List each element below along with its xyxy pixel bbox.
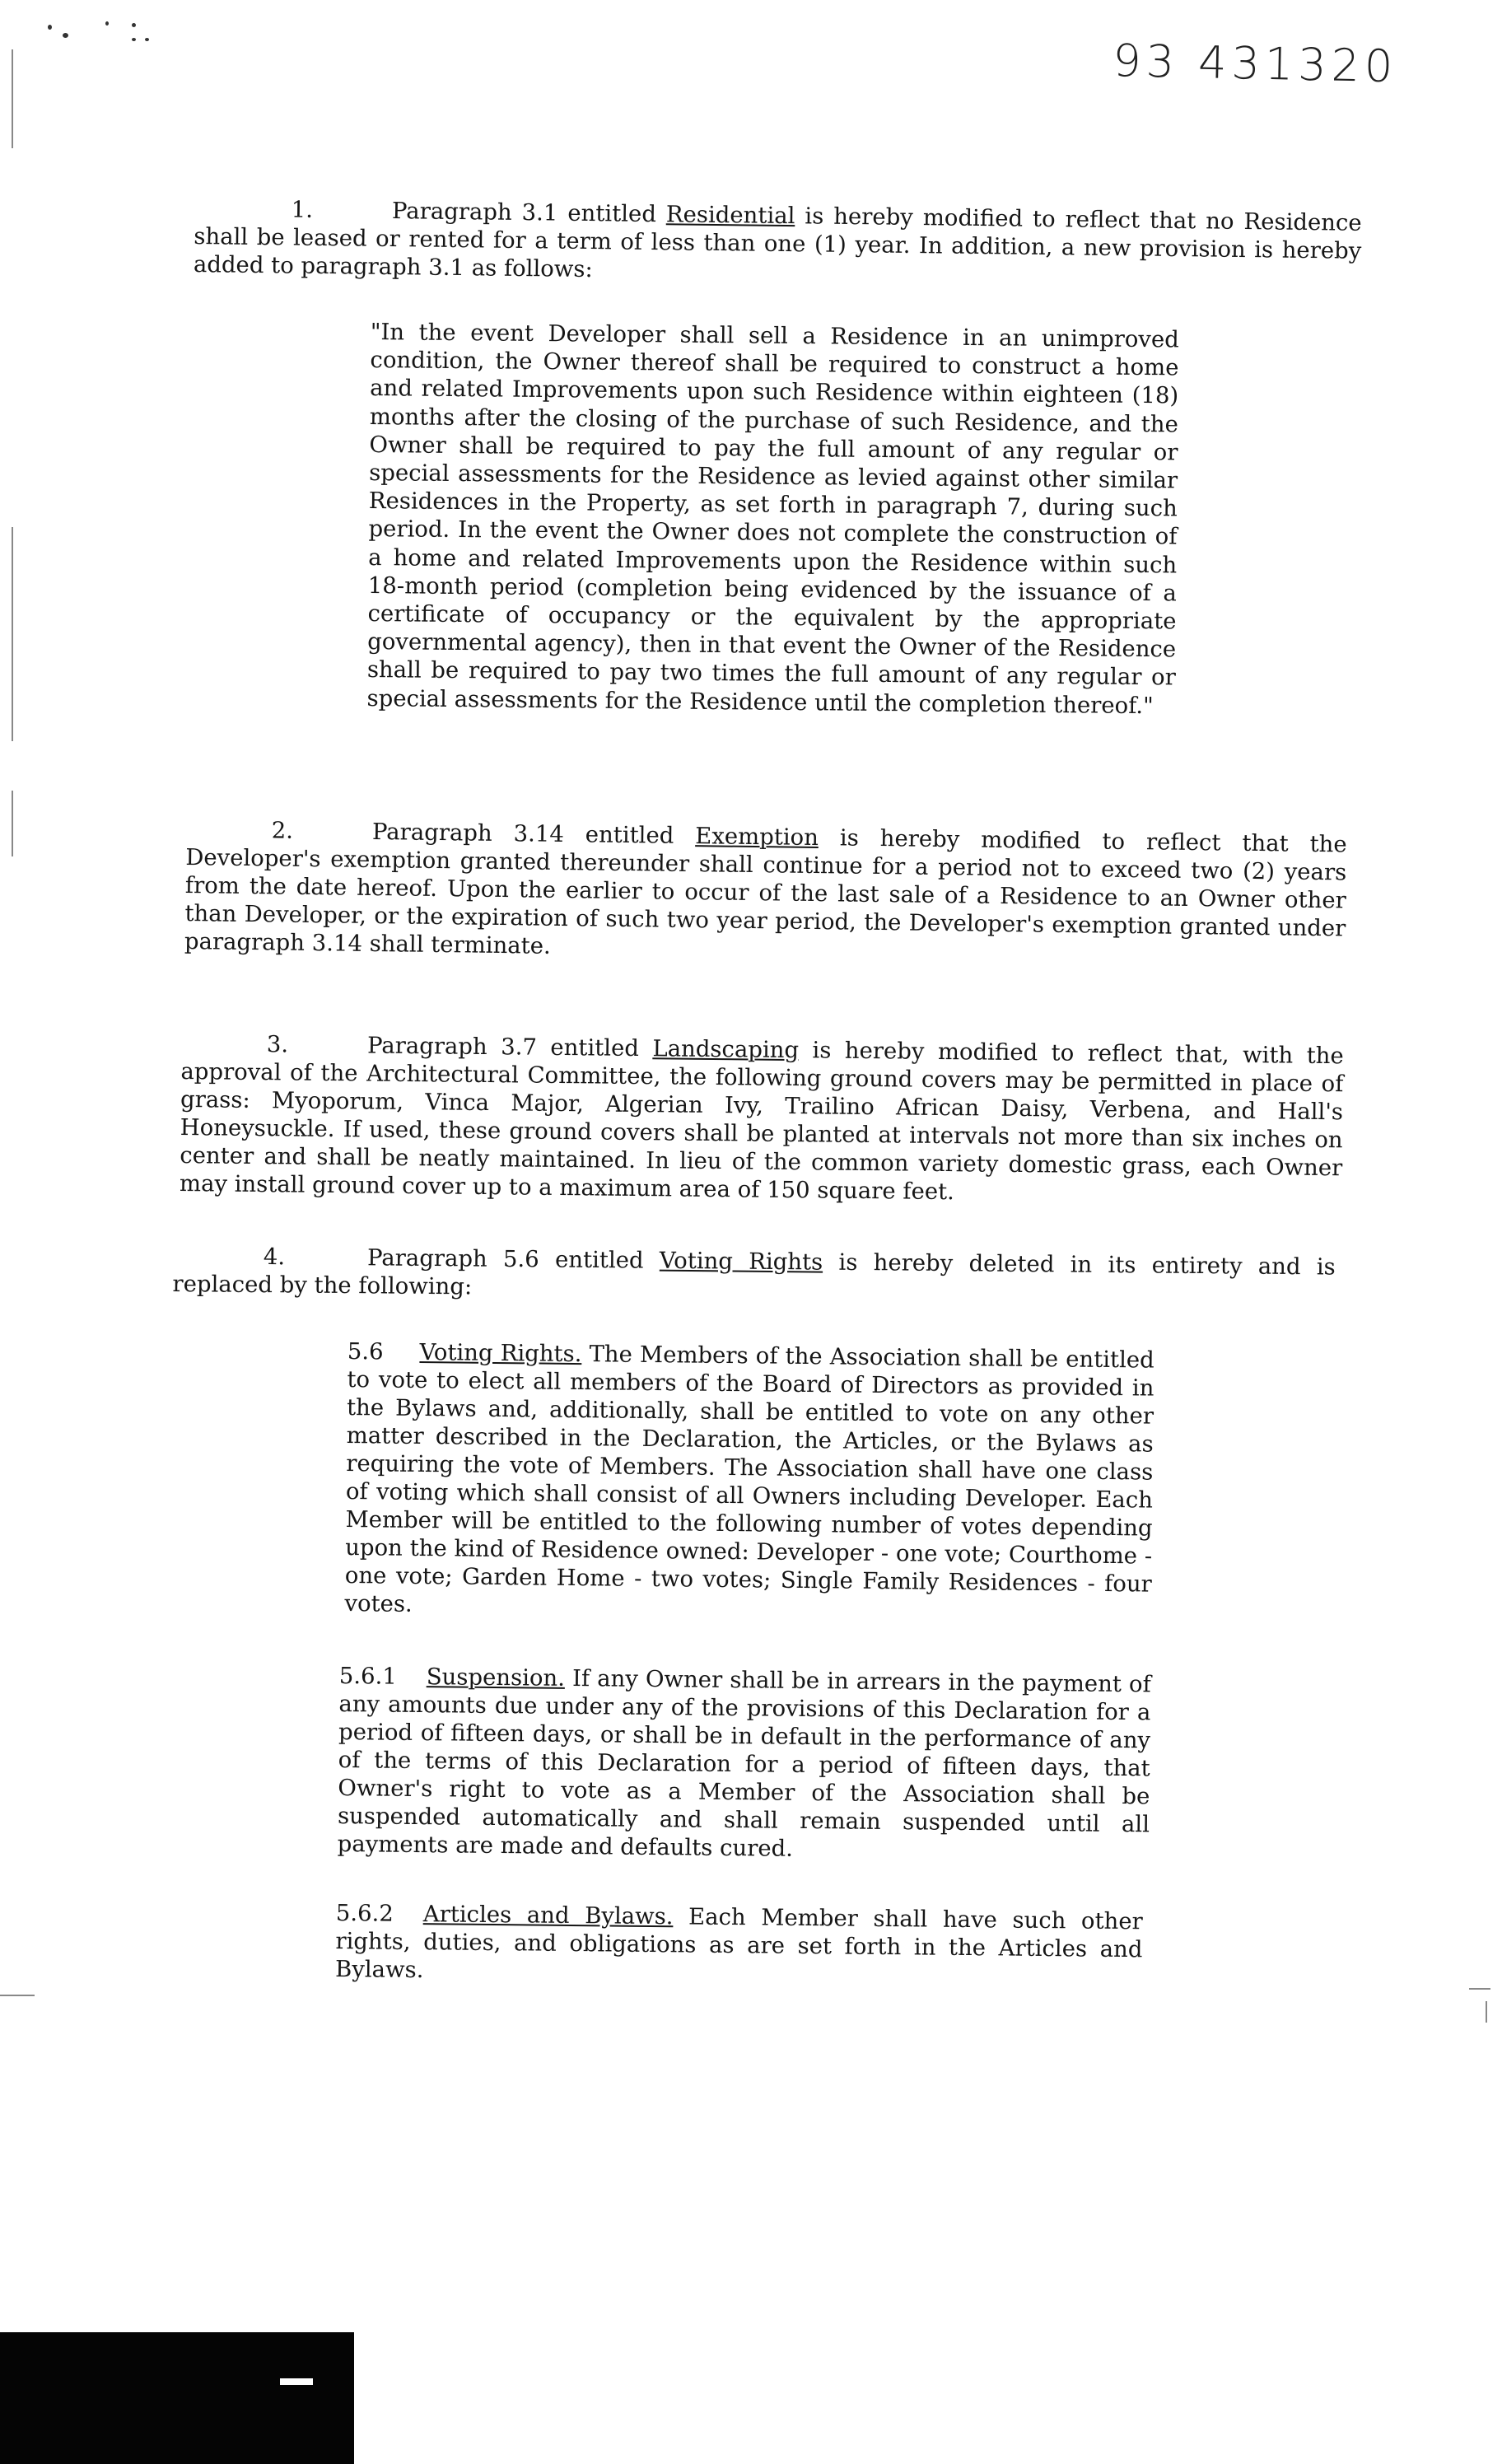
subsection-number: 5.6.2 (335, 1900, 394, 1927)
section-1-quote: "In the event Developer shall sell a Residence in an unimproved condition, the Owner thereof shall be required to construct a home and related Improvements upon such Residence within eighteen (18) months after the closing of the purchase of such Residence, and the Owner shall be required to pay the full amount of any regular or special assessments for the Residence as levied against other similar Residences in the Property, as set forth in paragraph 7, during such period. In the event the Owner does not complete the construction of a home and related Improvements upon the Residence within such 18-month period (completion being evidenced by the issuance of a certificate of occupancy or the equivalent by the appropriate governmental agency), then in that event the Owner of the Residence shall be required to pay two times the full amount of any regular or special assessments for the Residence until the completion thereof." (366, 318, 1179, 719)
scan-speck (132, 38, 136, 41)
section-3 (180, 1029, 1344, 1210)
scan-edge-mark (12, 49, 13, 148)
section-text: is hereby modified to reflect that, with the approval of the Architectural Committee, the following ground covers may be permitted in place of grass: Myoporum, Vinca Major, Algerian Ivy, Trailino African Daisy, Verbena, and Hall's Honeysuckle. If used, these ground covers shall be planted at intervals not more than six inches on center and shall be neatly maintained. In lieu of the common variety domestic grass, each Owner may install ground cover up to a maximum area of 150 square feet. (179, 1037, 1344, 1206)
section-lead: Paragraph 3.14 entitled (371, 818, 696, 850)
subsection-number: 5.6 (347, 1338, 384, 1365)
section-number: 4. (263, 1244, 286, 1271)
section-lead: Paragraph 3.1 entitled (391, 198, 667, 228)
section-2 (184, 815, 1347, 970)
subsection-number: 5.6.1 (338, 1663, 397, 1690)
scan-edge-mark (1486, 2001, 1487, 2023)
scan-edge-mark (12, 527, 13, 741)
section-term: Landscaping (652, 1035, 800, 1064)
section-text: is hereby modified to reflect that no Residence shall be leased or rented for a term of less than one (1) year. In addition, a new provision is hereby added to paragraph 3.1 as follows: (193, 203, 1362, 283)
section-1 (194, 194, 1362, 293)
subsection-title: Suspension. (426, 1664, 566, 1692)
subsection-text: If any Owner shall be in arrears in the payment of any amounts due under any of the provisions of this Declaration for a period of fifteen days, or shall be in default in the performance of any of the terms of this Declaration for a period of fifteen days, that Owner's right to vote as a Member of the Association shall be suspended automatically and shall remain suspended until all payments are made and defaults cured. (337, 1664, 1151, 1862)
subsection-title: Articles and Bylaws. (422, 1901, 674, 1930)
subsection-5-6-2 (335, 1899, 1143, 1991)
section-term: Voting Rights (659, 1247, 823, 1276)
subsection-text: Each Member shall have such other rights, duties, and obligations as are set forth in the Articles and Bylaws. (334, 1903, 1143, 1984)
scan-edge-mark (0, 1995, 35, 1996)
section-number: 3. (266, 1031, 289, 1058)
subsection-title: Voting Rights. (419, 1338, 582, 1368)
scan-edge-mark (1469, 1988, 1490, 1990)
scan-speck (63, 33, 68, 38)
redaction-notch (280, 2378, 313, 2385)
section-lead: Paragraph 5.6 entitled (366, 1244, 660, 1274)
subsection-5-6-1 (338, 1662, 1151, 1866)
section-text: is hereby deleted in its entirety and is replaced by the following: (172, 1248, 1336, 1300)
redaction-block (0, 2332, 354, 2464)
scan-speck (105, 21, 109, 26)
section-number: 2. (271, 817, 294, 844)
subsection-text: The Members of the Association shall be entitled to vote to elect all members of the Board of Directors as provided in the Bylaws and, additionally, shall be entitled to vote on any other matter described in the Declaration, the Articles, or the Bylaws as requiring the vote of Members. The Association shall have one class of voting which shall consist of all Owners including Developer. Each Member will be entitled to the following number of votes depending upon the kind of Residence owned: Developer - one vote; Courthome - one vote; Garden Home - two votes; Single Family Residences - four votes. (344, 1341, 1154, 1617)
scan-edge-mark (12, 791, 13, 856)
scan-speck (145, 38, 149, 41)
scan-speck (132, 23, 136, 27)
section-lead: Paragraph 3.7 entitled (366, 1032, 653, 1062)
section-text: is hereby modified to reflect that the Developer's exemption granted thereunder shall continue for a period not to exceed two (2) years from the date hereof. Upon the earlier to occur of the last sale of a Residence to an Owner other than Developer, or the expiration of such two year period, the Developer's exemption granted under paragraph 3.14 shall terminate. (184, 824, 1347, 959)
section-term: Exemption (695, 823, 819, 852)
section-term: Residential (665, 201, 795, 230)
section-4 (172, 1242, 1336, 1309)
section-number: 1. (291, 196, 314, 223)
document-number: 93 431320 (1112, 35, 1398, 93)
subsection-5-6 (344, 1337, 1154, 1626)
scan-speck (48, 25, 52, 30)
